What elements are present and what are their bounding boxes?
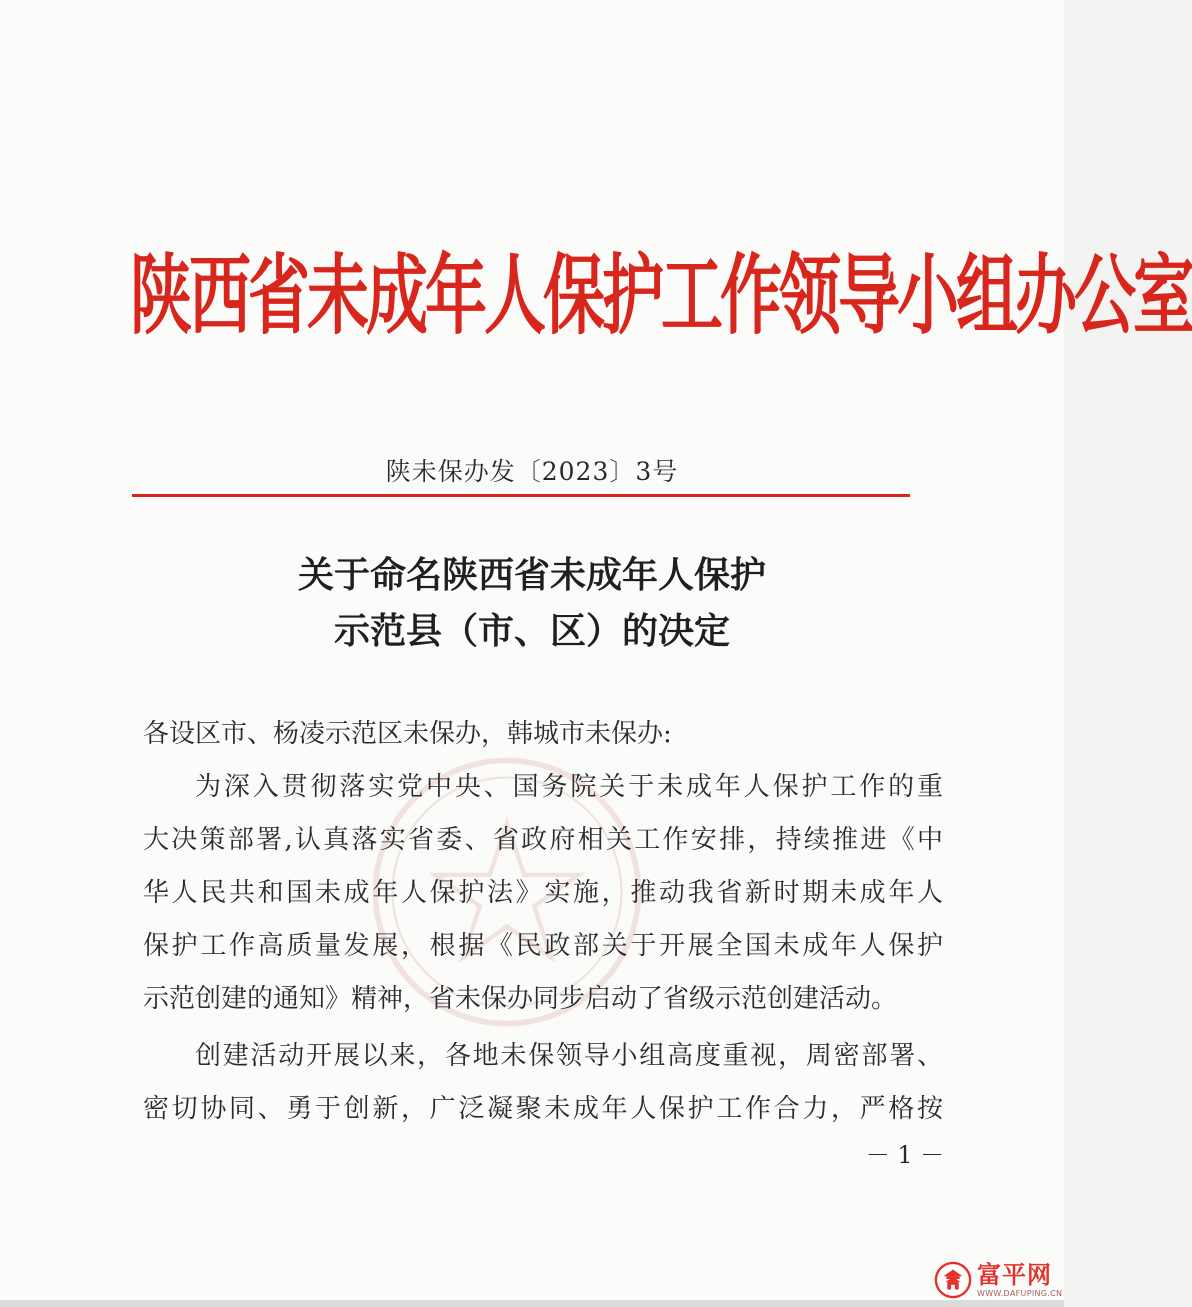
body-line: 华人民共和国未成年人保护法》实施，推动我省新时期未成年人 (143, 878, 943, 908)
body-line: 创建活动开展以来，各地未保领导小组高度重视，周密部署、 (195, 1041, 943, 1071)
red-separator-line (132, 494, 910, 497)
watermark-text (977, 1260, 1063, 1298)
body-line: 大决策部署,认真落实省委、省政府相关工作安排，持续推进《中 (143, 825, 943, 855)
title-line: 示范县（市、区）的决定 (333, 610, 730, 652)
body-line: 保护工作高质量发展，根据《民政部关于开展全国未成年人保护 (143, 931, 943, 961)
pagoda-logo-icon (934, 1261, 972, 1299)
body-line: 密切协同、勇于创新，广泛凝聚未成年人保护工作合力，严格按 (143, 1094, 943, 1124)
site-watermark (934, 1258, 1063, 1302)
page-number: － 1 － (865, 1141, 945, 1169)
document-body (143, 708, 943, 1136)
document-number: 陕未保办发〔2023〕3号 (385, 457, 679, 486)
body-line: 为深入贯彻落实党中央、国务院关于未成年人保护工作的重 (195, 772, 943, 802)
paragraph (143, 1030, 943, 1136)
paragraph (143, 761, 943, 1026)
watermark-url: WWW.DAFUPING.CN (977, 1288, 1063, 1298)
salutation: 各设区市、杨凌示范区未保办，韩城市未保办: (143, 719, 672, 749)
issuer-header: 陕西省未成年人保护工作领导小组办公室 (130, 244, 1192, 347)
body-line: 示范创建的通知》精神，省未保办同步启动了省级示范创建活动。 (143, 984, 898, 1014)
title-line: 关于命名陕西省未成年人保护 (297, 554, 766, 596)
bottom-strip (0, 1300, 1064, 1307)
watermark-name: 富平网 (977, 1260, 1052, 1289)
document-title (0, 547, 1064, 659)
